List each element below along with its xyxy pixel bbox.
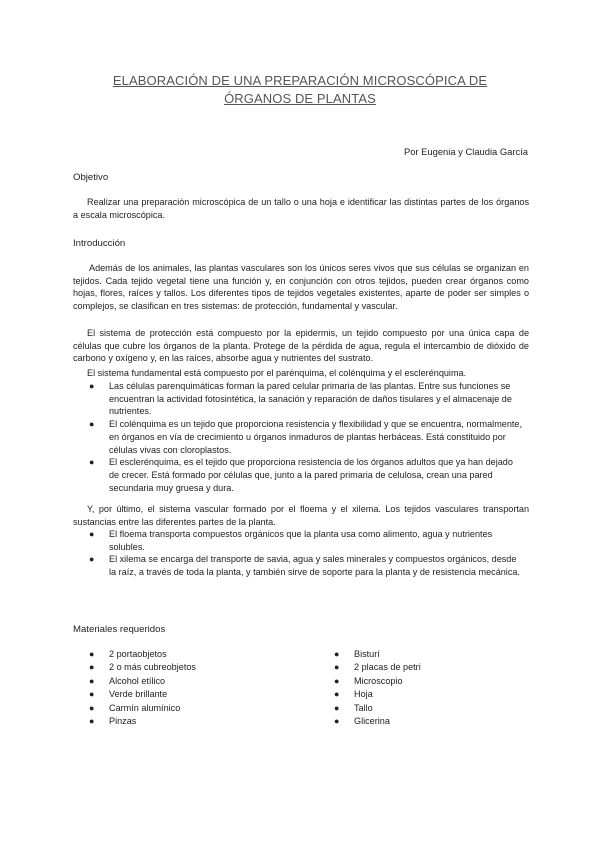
list-item: ● Las células parenquimáticas forman la pared celular primaria de las plantas. Entre sus funciones se encuentran la actividad fotosintética, la sanación y reparación de daños tisulares y el almacenaje de nutrientes.	[89, 381, 512, 417]
list-item: ● Hoja	[318, 688, 421, 701]
intro-paragraph-2: El sistema de protección está compuesto por la epidermis, un tejido compuesto por una única capa de células que cubre los órganos de la planta. Protege de la pérdida de agua, regula el intercambio de dióxido de carbono y oxígeno y, en las raíces, absorbe agua y nutrientes del sustrato.	[73, 328, 529, 364]
bullet-icon: ●	[89, 554, 95, 565]
intro-paragraph-3: El sistema fundamental está compuesto por el parénquima, el colénquima y el esclerénquima.	[87, 368, 467, 378]
list-item: ● El colénquima es un tejido que proporciona resistencia y flexibilidad y que se encuentra, normalmente, en órganos en vía de crecimiento u órganos inmaduros de plantas herbáceas. Está constituido por células vivas con cloroplastos.	[89, 419, 522, 455]
title-line-2: ÓRGANOS DE PLANTAS	[224, 91, 376, 106]
bullet-icon: ●	[89, 381, 95, 391]
bullet-icon: ●	[89, 689, 95, 700]
bullet-icon: ●	[89, 419, 95, 430]
bullet-icon: ●	[89, 675, 95, 686]
bullet-icon: ●	[334, 649, 340, 659]
bullet-icon: ●	[89, 702, 95, 713]
author-line: Por Eugenia y Claudia García	[403, 146, 528, 157]
list-item: ● Tallo	[318, 702, 421, 715]
section-heading-objetivo: Objetivo	[73, 172, 109, 183]
materials-list-left	[73, 648, 196, 728]
list-item: ● 2 portaobjetos	[73, 648, 196, 661]
bullet-icon: ●	[89, 716, 95, 727]
bullet-icon: ●	[89, 457, 95, 468]
list-item: ● El floema transporta compuestos orgánicos que la planta usa como alimento, agua y nutrientes solubles.	[89, 529, 493, 552]
fundamental-list	[73, 380, 523, 494]
list-item: ● El xilema se encarga del transporte de savia, agua y sales minerales y compuestos orgánicos, desde la raíz, a través de toda la planta, y también sirve de soporte para la planta y de resistencia mecánica.	[89, 554, 520, 578]
list-item: ● Verde brillante	[73, 688, 196, 701]
intro-paragraph-4: Y, por último, el sistema vascular formado por el floema y el xilema. Los tejidos vasculares transportan sustancias entre las diferentes partes de la planta.	[73, 504, 529, 527]
bullet-icon: ●	[334, 689, 340, 700]
list-item: ● Pinzas	[73, 715, 196, 728]
list-item: ● Microscopio	[318, 675, 421, 688]
list-item: ● El esclerénquima, es el tejido que proporciona resistencia de los órganos adultos que ya han dejado de crecer. Está formado por células que, junto a la pared primaria de celulosa, crean una pared secundaria muy gruesa y dura.	[89, 457, 513, 493]
bullet-icon: ●	[334, 702, 340, 713]
objetivo-text: Realizar una preparación microscópica de un tallo o una hoja e identificar las distintas partes de los órganos a escala microscópica.	[73, 197, 529, 220]
document-title	[60, 72, 540, 108]
bullet-icon: ●	[334, 662, 340, 673]
section-heading-materiales: Materiales requeridos	[73, 624, 166, 635]
vascular-list	[73, 528, 523, 579]
bullet-icon: ●	[89, 529, 95, 539]
bullet-icon: ●	[89, 649, 95, 659]
bullet-icon: ●	[89, 662, 95, 673]
materials-list-right	[318, 648, 421, 728]
list-item: ● Glicerina	[318, 715, 421, 728]
section-heading-introduccion: Introducción	[73, 238, 126, 249]
list-item: ● Bisturí	[318, 648, 421, 661]
bullet-icon: ●	[334, 716, 340, 727]
title-line-1: ELABORACIÓN DE UNA PREPARACIÓN MICROSCÓPICA DE	[112, 73, 488, 88]
list-item: ● 2 o más cubreobjetos	[73, 661, 196, 674]
list-item: ● Alcohol etílico	[73, 675, 196, 688]
list-item: ● Carmín alumínico	[73, 702, 196, 715]
bullet-icon: ●	[334, 675, 340, 686]
intro-paragraph-1: Además de los animales, las plantas vasculares son los únicos seres vivos que sus células se organizan en tejidos. Cada tejido vegetal tiene una función y, en conjunción con otros tejidos, pueden crear órganos como hojas, flores, raíces y tallos. Los diferentes tipos de tejidos vegetales existentes, aparte de poder ser simples o complejos, se clasifican en tres sistemas: de protección, fundamental y vascular.	[73, 263, 529, 312]
list-item: ● 2 placas de petri	[318, 661, 421, 674]
